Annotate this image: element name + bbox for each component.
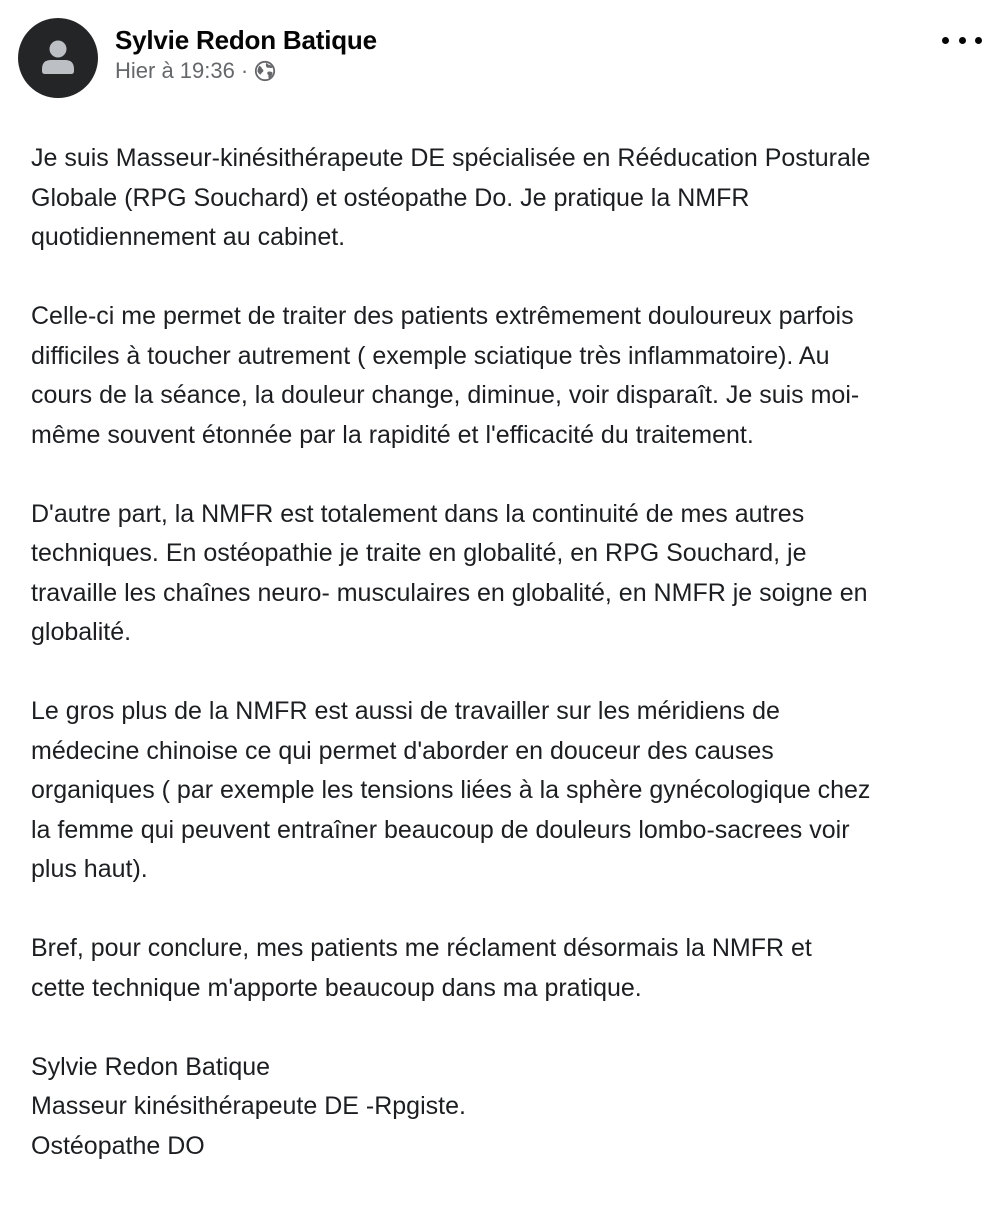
post-body — [31, 139, 981, 1166]
default-user-avatar-icon — [18, 18, 98, 98]
post-paragraph: Celle-ci me permet de traiter des patients extrêmement douloureux parfois difficiles à toucher autrement ( exemple sciatique très inflammatoire). Au cours de la séance, la douleur change, diminue, voir disparaît. Je suis moi- même souvent étonnée par la rapidité et l'efficacité du traitement. — [31, 302, 860, 449]
more-options-dot — [959, 37, 966, 44]
more-options-dot — [942, 37, 949, 44]
globe-icon[interactable] — [254, 60, 276, 82]
post-signature: Sylvie Redon Batique Masseur kinésithérapeute DE -Rpgiste. Ostéopathe DO — [31, 1052, 466, 1160]
post-header — [18, 18, 982, 100]
post-paragraph: Bref, pour conclure, mes patients me réclament désormais la NMFR et cette technique m'apporte beaucoup dans ma pratique. — [31, 934, 812, 1002]
author-name[interactable]: Sylvie Redon Batique — [115, 25, 377, 55]
post-paragraph: Je suis Masseur-kinésithérapeute DE spécialisée en Rééducation Posturale Globale (RPG Souchard) et ostéopathe Do. Je pratique la NMFR quotidiennement au cabinet. — [31, 144, 871, 251]
avatar[interactable] — [18, 18, 98, 98]
more-options-dot — [975, 37, 982, 44]
post-timestamp[interactable]: Hier à 19:36 — [115, 58, 235, 83]
post-meta — [115, 56, 276, 86]
meta-separator: · — [240, 58, 249, 83]
more-options-button[interactable] — [942, 30, 982, 50]
post-paragraph: D'autre part, la NMFR est totalement dans la continuité de mes autres techniques. En ostéopathie je traite en globalité, en RPG Souchard, je travaille les chaînes neuro- musculaires en globalité, en NMFR je soigne en globalité. — [31, 499, 868, 646]
post-paragraph: Le gros plus de la NMFR est aussi de travailler sur les méridiens de médecine chinoise ce qui permet d'aborder en douceur des causes organiques ( par exemple les tensions liées à la sphère gynécologique chez la femme qui peuvent entraîner beaucoup de douleurs lombo-sacrees voir plus haut). — [31, 697, 871, 883]
